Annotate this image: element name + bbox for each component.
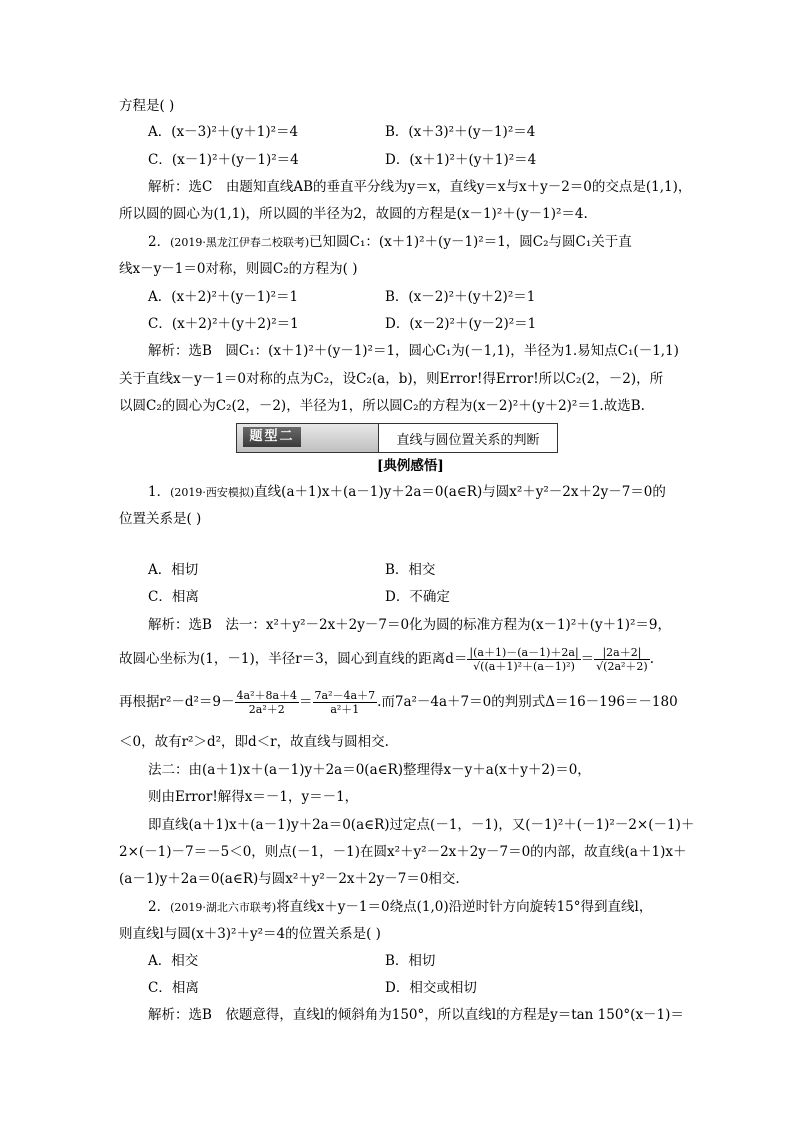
q2-option-a: A．(x＋2)²＋(y－1)²＝1 bbox=[148, 289, 299, 305]
q1-stem-tail: 方程是( ) bbox=[119, 98, 175, 114]
q2-option-c: C．(x＋2)²＋(y＋2)²＝1 bbox=[148, 316, 299, 332]
fraction-denominator: 2a²＋2 bbox=[248, 703, 285, 716]
q1-option-a: A．(x－3)²＋(y＋1)²＝4 bbox=[148, 124, 299, 140]
simplified-fraction bbox=[594, 646, 650, 673]
ex2-stem-text: 将直线x＋y－1＝0绕点(1,0)沿逆时针方向旋转15°得到直线l， bbox=[276, 899, 653, 915]
ex2-source: (2019·湖北六市联考) bbox=[170, 901, 277, 914]
ex2-stem bbox=[148, 898, 652, 917]
q2-option-d: D．(x－2)²＋(y－2)²＝1 bbox=[385, 316, 537, 332]
q1-solution-line: 所以圆的圆心为(1,1)，所以圆的半径为2，故圆的方程是(x－1)²＋(y－1)²＝4. bbox=[119, 206, 588, 222]
fraction-denominator: √((a＋1)²＋(a－1)²) bbox=[473, 660, 575, 673]
ex1-source: (2019·西安模拟) bbox=[170, 486, 255, 499]
ex1-option-b: B．相交 bbox=[385, 562, 436, 578]
ex1-distance-text: 故圆心坐标为(1，－1)，半径r＝3，圆心到直线的距离d＝ bbox=[119, 651, 468, 667]
ex1-option-c: C．相离 bbox=[148, 589, 199, 605]
ex1-method2-line: 2×(－1)－7＝－5＜0，则点(－1，－1)在圆x²＋y²－2x＋2y－7＝0的内部，故直线(a＋1)x＋ bbox=[119, 844, 687, 860]
section-banner bbox=[236, 423, 558, 453]
ex1-discriminant-text: .而7a²－4a＋7＝0的判别式Δ＝16－196＝－180 bbox=[377, 694, 678, 710]
subheading: [典例感悟] bbox=[377, 458, 444, 474]
q1-option-b: B．(x＋3)²＋(y－1)²＝4 bbox=[385, 124, 536, 140]
period: . bbox=[649, 651, 655, 667]
q2-option-b: B．(x－2)²＋(y＋2)²＝1 bbox=[385, 289, 536, 305]
ex1-stem bbox=[148, 483, 666, 502]
ex2-option-a: A．相交 bbox=[148, 953, 199, 969]
q1-option-d: D．(x＋1)²＋(y＋1)²＝4 bbox=[385, 152, 537, 168]
fraction-a bbox=[235, 689, 300, 716]
ex1-r-d-line bbox=[119, 688, 678, 716]
q2-stem bbox=[148, 233, 632, 252]
fraction-numerator: 7a²－4a＋7 bbox=[314, 689, 376, 702]
fraction-denominator: a²＋1 bbox=[330, 703, 360, 716]
fraction-b bbox=[313, 689, 378, 716]
ex1-option-d: D．不确定 bbox=[385, 589, 450, 605]
ex1-distance-line bbox=[119, 645, 654, 673]
q2-solution-line: 关于直线x－y－1＝0对称的点为C₂，设C₂(a，b)，则Error!得Error!所以C₂(2，－2)，所 bbox=[119, 371, 664, 387]
ex1-r-d-text: 再根据r²－d²＝9－ bbox=[119, 694, 235, 710]
ex1-method2-line: 即直线(a＋1)x＋(a－1)y＋2a＝0(a∈R)过定点(－1，－1)，又(－1)²＋(－1)²－2×(－1)＋ bbox=[148, 817, 695, 833]
ex2-option-d: D．相交或相切 bbox=[385, 980, 477, 996]
equals-sign: ＝ bbox=[580, 651, 595, 667]
section-tag bbox=[237, 424, 379, 452]
ex1-solution-line: 解析：选B 法一：x²＋y²－2x＋2y－7＝0化为圆的标准方程为(x－1)²＋(y＋1)²＝9， bbox=[148, 617, 671, 633]
ex1-number: 1． bbox=[148, 484, 171, 500]
ex1-method2-line: (a－1)y＋2a＝0(a∈R)与圆x²＋y²－2x＋2y－7＝0相交. bbox=[119, 871, 460, 887]
q2-stem-text: 已知圆C₁：(x＋1)²＋(y－1)²＝1，圆C₂与圆C₁关于直 bbox=[309, 234, 632, 250]
ex1-option-a: A．相切 bbox=[148, 562, 199, 578]
q1-option-c: C．(x－1)²＋(y－1)²＝4 bbox=[148, 152, 299, 168]
q1-solution-line: 解析：选C 由题知直线AB的垂直平分线为y＝x，直线y＝x与x＋y－2＝0的交点是(1,1)， bbox=[148, 179, 692, 195]
equals-sign: ＝ bbox=[299, 694, 313, 710]
ex1-stem-text: 直线(a＋1)x＋(a－1)y＋2a＝0(a∈R)与圆x²＋y²－2x＋2y－7＝0的 bbox=[254, 484, 666, 500]
fraction-numerator: |(a＋1)－(a－1)＋2a| bbox=[469, 646, 579, 659]
ex1-method2-line: 则由Error!解得x＝－1，y＝－1， bbox=[148, 789, 359, 805]
fraction-numerator: |2a＋2| bbox=[594, 646, 650, 660]
section-tag-label: 题型二 bbox=[243, 427, 301, 447]
ex2-stem-line2: 则直线l与圆(x＋3)²＋y²＝4的位置关系是( ) bbox=[119, 926, 381, 942]
q2-stem-line2: 线x－y－1＝0对称，则圆C₂的方程为( ) bbox=[119, 261, 358, 277]
q2-source: (2019·黑龙江伊春二校联考) bbox=[170, 236, 310, 249]
ex2-option-c: C．相离 bbox=[148, 980, 199, 996]
q2-solution-line: 解析：选B 圆C₁：(x＋1)²＋(y－1)²＝1，圆心C₁为(－1,1)，半径为1.易知点C₁(－1,1) bbox=[148, 343, 679, 359]
ex2-option-b: B．相切 bbox=[385, 953, 436, 969]
ex1-solution-line: ＜0，故有r²＞d²，即d＜r，故直线与圆相交. bbox=[119, 734, 389, 750]
ex1-method2-line: 法二：由(a＋1)x＋(a－1)y＋2a＝0(a∈R)整理得x－y＋a(x＋y＋2)＝0， bbox=[148, 762, 591, 778]
fraction-denominator: √(2a²＋2) bbox=[596, 660, 648, 673]
section-title: 直线与圆位置关系的判断 bbox=[396, 432, 540, 448]
ex1-stem-line2: 位置关系是( ) bbox=[119, 511, 202, 527]
q2-number: 2． bbox=[148, 234, 171, 250]
distance-fraction bbox=[467, 646, 580, 673]
ex2-solution-line: 解析：选B 依题意得，直线l的倾斜角为150°，所以直线l的方程是y＝tan 150°(x－1)＝ bbox=[148, 1007, 684, 1023]
q2-solution-line: 以圆C₂的圆心为C₂(2，－2)，半径为1，所以圆C₂的方程为(x－2)²＋(y＋2)²＝1.故选B. bbox=[119, 398, 645, 414]
ex2-number: 2． bbox=[148, 899, 171, 915]
fraction-numerator: 4a²＋8a＋4 bbox=[236, 689, 298, 702]
